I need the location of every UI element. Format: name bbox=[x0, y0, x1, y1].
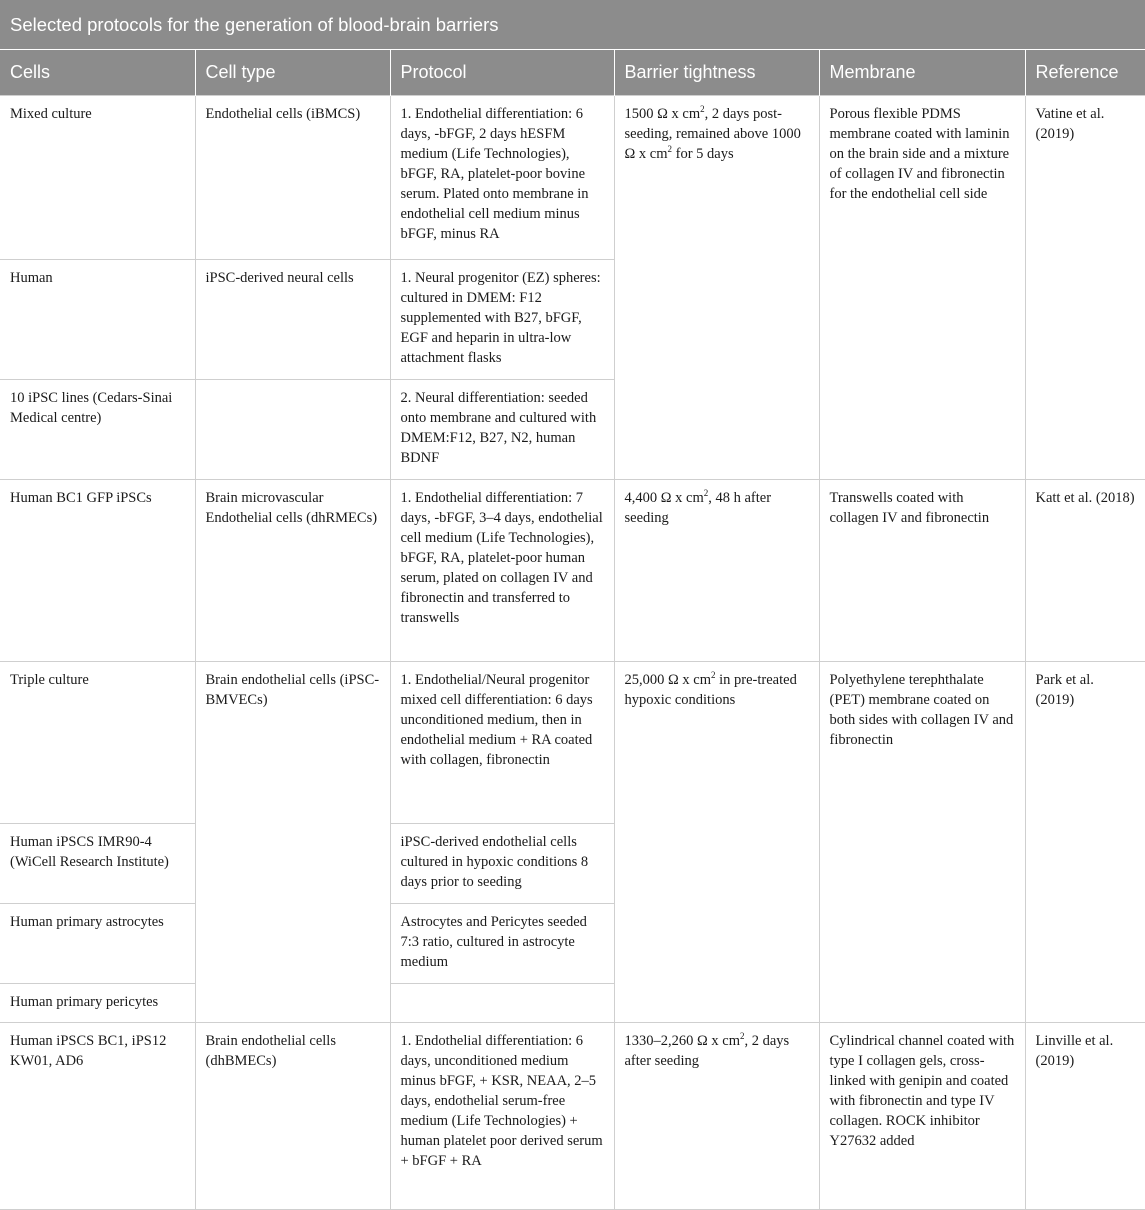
cell-cell-type bbox=[195, 379, 390, 479]
cell-cell-type: Brain endothelial cells (iPSC-BMVECs) bbox=[195, 661, 390, 1022]
cell-protocol: 1. Endothelial/Neural progenitor mixed cell differentiation: 6 days unconditioned medium, then in endothelial medium + RA coated with collagen, fibronectin bbox=[390, 661, 614, 823]
cell-reference: Katt et al. (2018) bbox=[1025, 479, 1145, 661]
tightness-value: 1330–2,260 Ω x cm bbox=[624, 1032, 740, 1049]
tightness-sup: 2 bbox=[711, 669, 716, 680]
cell-cells: Human iPSCS IMR90-4 (WiCell Research Institute) bbox=[0, 823, 195, 903]
header-row bbox=[0, 50, 1145, 95]
cell-protocol: 1. Endothelial differentiation: 7 days, -bFGF, 3–4 days, endothelial cell medium (Life Technologies), bFGF, RA, platelet-poor human serum, plated on collagen IV and fibronectin and transferred to transwells bbox=[390, 479, 614, 661]
cell-reference: Vatine et al. (2019) bbox=[1025, 95, 1145, 479]
tightness-text: for 5 days bbox=[672, 145, 734, 162]
cell-cells: Triple culture bbox=[0, 661, 195, 823]
cell-membrane: Transwells coated with collagen IV and fibronectin bbox=[819, 479, 1025, 661]
tightness-sup: 2 bbox=[667, 143, 672, 154]
table-row bbox=[0, 661, 1145, 823]
cell-reference: Linville et al. (2019) bbox=[1025, 1022, 1145, 1209]
cell-protocol: 1. Endothelial differentiation: 6 days, unconditioned medium minus bFGF, + KSR, NEAA, 2–5 days, endothelial serum-free medium (Life Technologies) + human platelet poor derived serum + bFGF + RA bbox=[390, 1022, 614, 1209]
tightness-text: , 48 h after seeding bbox=[624, 489, 772, 526]
cell-barrier-tightness bbox=[614, 479, 819, 661]
cell-protocol: 1. Endothelial differentiation: 6 days, -bFGF, 2 days hESFM medium (Life Technologies), bFGF, RA, platelet-poor bovine serum. Plated onto membrane in endothelial cell medium minus bFGF, minus RA bbox=[390, 95, 614, 259]
table-row bbox=[0, 479, 1145, 661]
header-cell-type: Cell type bbox=[195, 50, 390, 95]
tightness-value: 25,000 Ω x cm bbox=[624, 671, 711, 688]
cell-cells: Human iPSCS BC1, iPS12 KW01, AD6 bbox=[0, 1022, 195, 1209]
cell-cells: Human BC1 GFP iPSCs bbox=[0, 479, 195, 661]
tightness-sup: 2 bbox=[740, 1030, 745, 1041]
header-membrane: Membrane bbox=[819, 50, 1025, 95]
cell-protocol: 1. Neural progenitor (EZ) spheres: cultured in DMEM: F12 supplemented with B27, bFGF, EGF and heparin in ultra-low attachment flasks bbox=[390, 259, 614, 379]
cell-protocol: iPSC-derived endothelial cells cultured in hypoxic conditions 8 days prior to seeding bbox=[390, 823, 614, 903]
tightness-sup: 2 bbox=[700, 103, 705, 114]
header-barrier-tightness: Barrier tightness bbox=[614, 50, 819, 95]
cell-barrier-tightness bbox=[614, 1022, 819, 1209]
cell-cells: Human primary astrocytes bbox=[0, 903, 195, 983]
tightness-text: in pre-treated hypoxic conditions bbox=[624, 671, 797, 708]
tightness-text: , 2 days post-seeding, remained above 1000 Ω x cm bbox=[624, 105, 801, 162]
data-table bbox=[0, 50, 1145, 1210]
cell-reference: Park et al. (2019) bbox=[1025, 661, 1145, 1022]
cell-cell-type: iPSC-derived neural cells bbox=[195, 259, 390, 379]
cell-protocol bbox=[390, 983, 614, 1022]
cell-cell-type: Brain microvascular Endothelial cells (dhRMECs) bbox=[195, 479, 390, 661]
cell-barrier-tightness bbox=[614, 661, 819, 1022]
cell-barrier-tightness bbox=[614, 95, 819, 479]
table-title: Selected protocols for the generation of blood-brain barriers bbox=[0, 0, 1145, 50]
tightness-text: , 2 days after seeding bbox=[624, 1032, 790, 1069]
table-row bbox=[0, 1022, 1145, 1209]
header-reference: Reference bbox=[1025, 50, 1145, 95]
tightness-value: 1500 Ω x cm bbox=[624, 105, 701, 122]
cell-membrane: Polyethylene terephthalate (PET) membrane coated on both sides with collagen IV and fibronectin bbox=[819, 661, 1025, 1022]
cell-membrane: Porous flexible PDMS membrane coated with laminin on the brain side and a mixture of collagen IV and fibronectin for the endothelial cell side bbox=[819, 95, 1025, 479]
tightness-sup: 2 bbox=[703, 487, 709, 498]
cell-cell-type: Endothelial cells (iBMCS) bbox=[195, 95, 390, 259]
header-cells: Cells bbox=[0, 50, 195, 95]
cell-cells: Human bbox=[0, 259, 195, 379]
cell-cells: 10 iPSC lines (Cedars-Sinai Medical centre) bbox=[0, 379, 195, 479]
cell-membrane: Cylindrical channel coated with type I collagen gels, cross-linked with genipin and coated with fibronectin and type IV collagen. ROCK inhibitor Y27632 added bbox=[819, 1022, 1025, 1209]
header-protocol: Protocol bbox=[390, 50, 614, 95]
cell-protocol: 2. Neural differentiation: seeded onto membrane and cultured with DMEM:F12, B27, N2, human BDNF bbox=[390, 379, 614, 479]
tightness-value: 4,400 Ω x cm bbox=[624, 489, 704, 506]
cell-cells: Human primary pericytes bbox=[0, 983, 195, 1022]
cell-cell-type: Brain endothelial cells (dhBMECs) bbox=[195, 1022, 390, 1209]
cell-cells: Mixed culture bbox=[0, 95, 195, 259]
cell-protocol: Astrocytes and Pericytes seeded 7:3 ratio, cultured in astrocyte medium bbox=[390, 903, 614, 983]
table-row bbox=[0, 95, 1145, 259]
